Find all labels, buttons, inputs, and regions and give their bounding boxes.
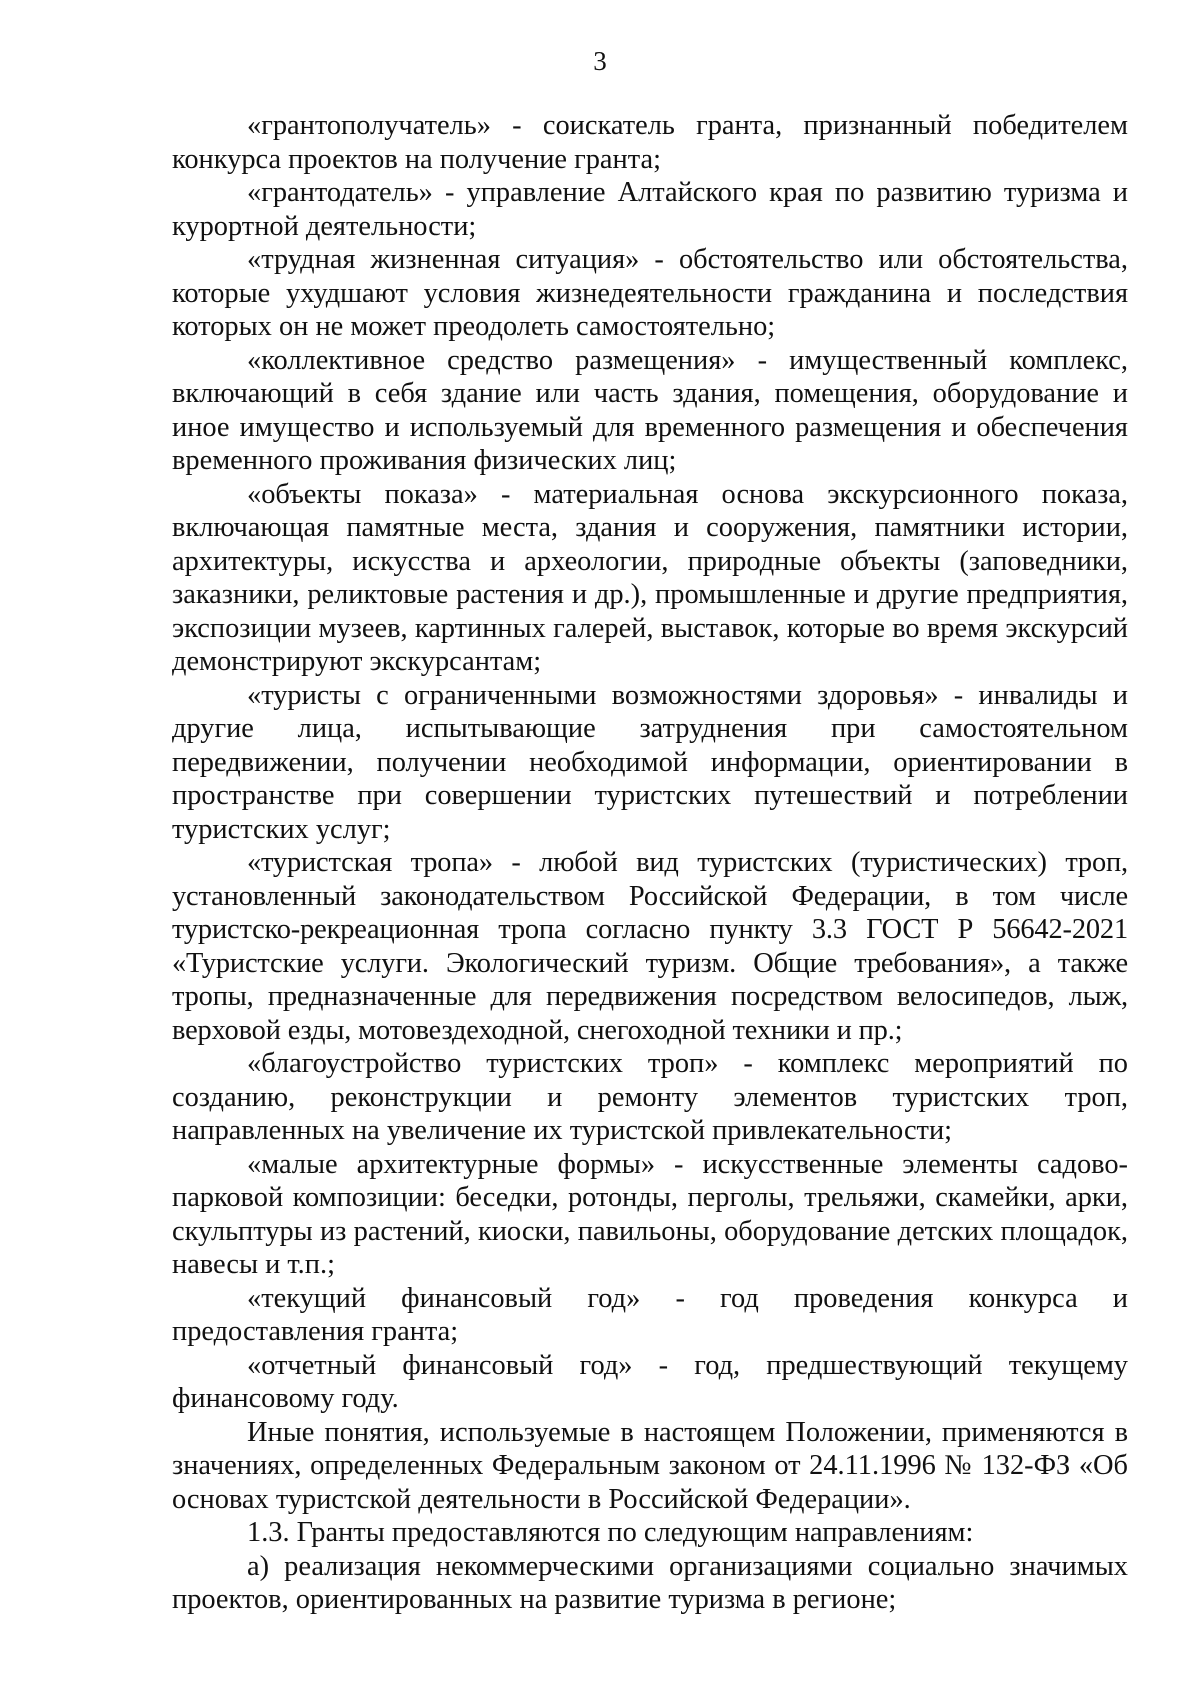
definition-small-architectural-forms: «малые архитектурные формы» - искусственные элементы садово-парковой композиции: беседки, ротонды, перголы, трельяжи, скамейки, арки, скульптуры из растений, киоски, павильоны, оборудование детских площадок, навесы и т.п.;: [172, 1148, 1128, 1280]
definition-grantor: «грантодатель» - управление Алтайского края по развитию туризма и курортной деятельности;: [172, 177, 1128, 242]
page-number: 3: [593, 46, 607, 76]
section-1-3-heading: 1.3. Гранты предоставляются по следующим направлениям:: [247, 1517, 974, 1548]
direction-item-a: а) реализация некоммерческими организациями социально значимых проектов, ориентированных на развитие туризма в регионе;: [172, 1550, 1128, 1615]
definition-current-fiscal-year: «текущий финансовый год» - год проведения конкурса и предоставления гранта;: [172, 1282, 1128, 1347]
definition-grant-recipient: «грантополучатель» - соискатель гранта, признанный победителем конкурса проектов на получение гранта;: [172, 110, 1128, 175]
definition-trail-improvement: «благоустройство туристских троп» - комплекс мероприятий по созданию, реконструкции и ремонту элементов туристских троп, направленных на увеличение их туристской привлекательности;: [172, 1048, 1128, 1146]
definition-display-objects: «объекты показа» - материальная основа экскурсионного показа, включающая памятные места, здания и сооружения, памятники истории, архитектуры, искусства и археологии, природные объекты (заповедники, заказники, реликтовые растения и др.), промышленные и другие предприятия, экспозиции музеев, картинных галерей, выставок, которые во время экскурсий демонстрируют экскурсантам;: [172, 478, 1128, 677]
document-body: [172, 109, 1128, 1617]
definition-difficult-life-situation: «трудная жизненная ситуация» - обстоятельство или обстоятельства, которые ухудшают условия жизнедеятельности гражданина и последствия которых он не может преодолеть самостоятельно;: [172, 244, 1128, 342]
definition-tourist-trail: «туристская тропа» - любой вид туристских (туристических) троп, установленный законодательством Российской Федерации, в том числе туристско-рекреационная тропа согласно пункту 3.3 ГОСТ Р 56642-2021 «Туристские услуги. Экологический туризм. Общие требования», а также тропы, предназначенные для передвижения посредством велосипедов, лыж, верховой езды, мотовездеходной, снегоходной техники и пр.;: [172, 847, 1128, 1046]
definition-tourists-with-disabilities: «туристы с ограниченными возможностями здоровья» - инвалиды и другие лица, испытывающие затруднения при самостоятельном передвижении, получении необходимой информации, ориентировании в пространстве при совершении туристских путешествий и потреблении туристских услуг;: [172, 679, 1128, 845]
definition-collective-accommodation: «коллективное средство размещения» - имущественный комплекс, включающий в себя здание или часть здания, помещения, оборудование и иное имущество и используемый для временного размещения и обеспечения временного проживания физических лиц;: [172, 344, 1128, 476]
definition-reporting-fiscal-year: «отчетный финансовый год» - год, предшествующий текущему финансовому году.: [172, 1349, 1128, 1414]
other-concepts-paragraph: Иные понятия, используемые в настоящем Положении, применяются в значениях, определенных Федеральным законом от 24.11.1996 № 132-ФЗ «Об основах туристской деятельности в Российской Федерации».: [172, 1416, 1128, 1515]
